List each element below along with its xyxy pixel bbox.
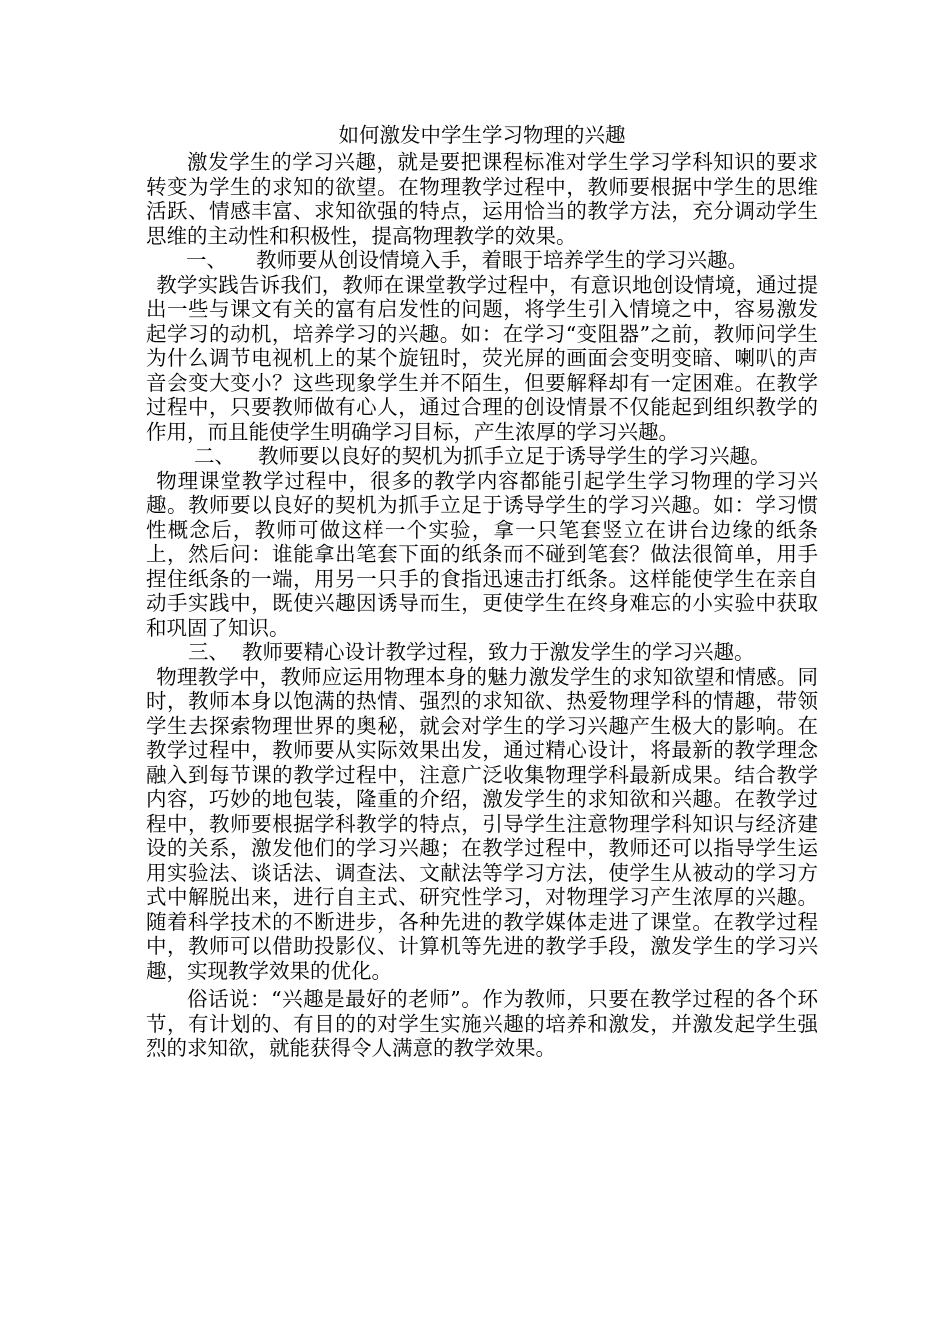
closing-paragraph: 俗话说：“兴趣是最好的老师”。作为教师，只要在教学过程的各个环节，有计划的、有目的的对学生实施兴趣的培养和激发，并激发起学生强烈的求知欲，就能获得令人满意的教学效果。 [146, 987, 818, 1060]
section-1-body: 教学实践告诉我们，教师在课堂教学过程中，有意识地创设情境，通过提出一些与课文有关的富有启发性的问题，将学生引入情境之中，容易激发起学习的动机，培养学习的兴趣。如：在学习“变阻器”之前，教师问学生为什么调节电视机上的某个旋钮时，荧光屏的画面会变明变暗、喇叭的声音会变大变小？这些现象学生并不陌生，但要解释却有一定困难。在教学过程中，只要教师做有心人，通过合理的创设情景不仅能起到组织教学的作用，而且能使学生明确学习目标，产生浓厚的学习兴趣。 [146, 272, 818, 444]
section-1-heading [146, 248, 818, 273]
section-3-heading-text: 教师要精心设计教学过程，致力于激发学生的学习兴趣。 [242, 640, 755, 664]
document-title: 如何激发中学生学习物理的兴趣 [338, 123, 626, 147]
section-2-heading-text: 教师要以良好的契机为抓手立足于诱导学生的学习兴趣。 [258, 444, 771, 468]
section-2-body: 物理课堂教学过程中，很多的教学内容都能引起学生学习物理的学习兴趣。教师要以良好的契机为抓手立足于诱导学生的学习兴趣。如：学习惯性概念后，教师可做这样一个实验，拿一只笔套竖立在讲台边缘的纸条上，然后问：谁能拿出笔套下面的纸条而不碰到笔套？做法很简单，用手捏住纸条的一端，用另一只手的食指迅速击打纸条。这样能使学生在亲自动手实践中，既使兴趣因诱导而生，更使学生在终身难忘的小实验中获取和巩固了知识。 [146, 468, 818, 640]
section-1-number: 一、 [186, 248, 227, 272]
section-2-heading [146, 444, 818, 469]
document-page [146, 120, 818, 1061]
section-3-heading [146, 640, 818, 665]
intro-paragraph: 激发学生的学习兴趣，就是要把课程标准对学生学习学科知识的要求转变为学生的求知的欲望。在物理教学过程中，教师要根据中学生的思维活跃、情感丰富、求知欲强的特点，运用恰当的教学方法，充分调动学生思维的主动性和积极性，提高物理教学的效果。 [146, 150, 818, 248]
section-1-heading-text: 教师要从创设情境入手，着眼于培养学生的学习兴趣。 [256, 248, 748, 272]
section-2-number: 二、 [194, 444, 235, 468]
section-3-number: 三、 [188, 640, 229, 664]
section-3-body: 物理教学中，教师应运用物理本身的魅力激发学生的求知欲望和情感。同时，教师本身以饱满的热情、强烈的求知欲、热爱物理学科的情趣，带领学生去探索物理世界的奥秘，就会对学生的学习兴趣产生极大的影响。在教学过程中，教师要从实际效果出发，通过精心设计，将最新的教学理念融入到每节课的教学过程中，注意广泛收集物理学科最新成果。结合教学内容，巧妙的地包装，隆重的介绍，激发学生的求知欲和兴趣。在教学过程中，教师要根据学科教学的特点，引导学生注意物理学科知识与经济建设的关系，激发他们的学习兴趣；在教学过程中，教师还可以指导学生运用实验法、谈话法、调查法、文献法等学习方法，使学生从被动的学习方式中解脱出来，进行自主式、研究性学习，对物理学习产生浓厚的兴趣。随着科学技术的不断进步，各种先进的教学媒体走进了课堂。在教学过程中，教师可以借助投影仪、计算机等先进的教学手段，激发学生的学习兴趣，实现教学效果的优化。 [146, 664, 818, 983]
